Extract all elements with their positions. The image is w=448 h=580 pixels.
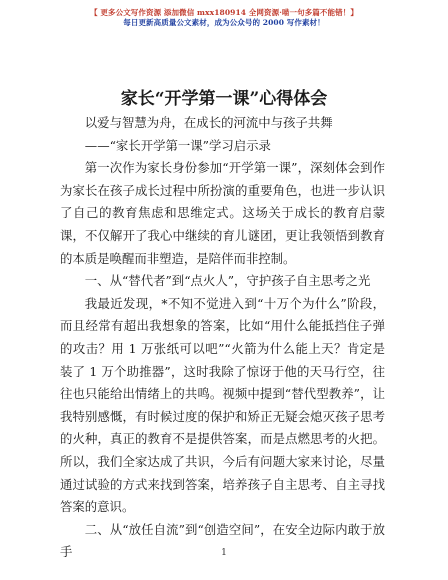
- promo-banner-line-2: 每日更新高质量公文素材，成为公众号的 2000 写作素材！: [123, 18, 325, 27]
- body-paragraph: 我最近发现，*不知不觉进入到“十万个为什么”阶段，而且经常有超出我想象的答案，比如“用什么能抵挡住子弹的攻击？用 1 万张纸可以吧”“火箭为什么能上天？肯定是装了 1 万个助推器”，这时我除了惊讶于他的天马行空，往往也只能给出情绪上的共鸣。视频中提到“替代型教养”，让我特别感慨，有时候过度的保护和矫正无疑会熄灭孩子思考的火种，真正的教育不是提供答案，而是点燃思考的火把。所以，我们全家达成了共识，今后有问题大家来讨论，尽量通过试验的方式来找到答案，培养孩子自主思考、自主寻找答案的意识。: [60, 295, 385, 515]
- promo-banner-line-1: 【 更多公文写作资源 添加微信 mxx180914 全网资源·喵一句多篇不能错！】: [90, 8, 358, 17]
- section-heading: 二、从“放任自流”到“创造空间”，在安全边际内敢于放手: [60, 521, 385, 560]
- subtitle: 以爱与智慧为舟，在成长的河流中与孩子共舞: [84, 115, 333, 130]
- section-heading: 一、从“替代者”到“点火人”，守护孩子自主思考之光: [84, 273, 371, 289]
- document-body: [60, 112, 385, 564]
- subtitle-sub: ——“家长开学第一课”学习启示录: [84, 137, 271, 153]
- page-number: 1: [221, 548, 227, 558]
- promo-banner: [0, 8, 448, 28]
- body-paragraph: 第一次作为家长身份参加“开学第一课”，深刻体会到作为家长在孩子成长过程中所扮演的重要角色，也进一步认识了自己的教育焦虑和思维定式。这场关于成长的教育启蒙课，不仅解开了我心中继续的育儿谜团，更让我领悟到教育的本质是唤醒而非塑造，是陪伴而非控制。: [60, 160, 385, 266]
- document-title: 家长“开学第一课”心得体会: [120, 89, 328, 109]
